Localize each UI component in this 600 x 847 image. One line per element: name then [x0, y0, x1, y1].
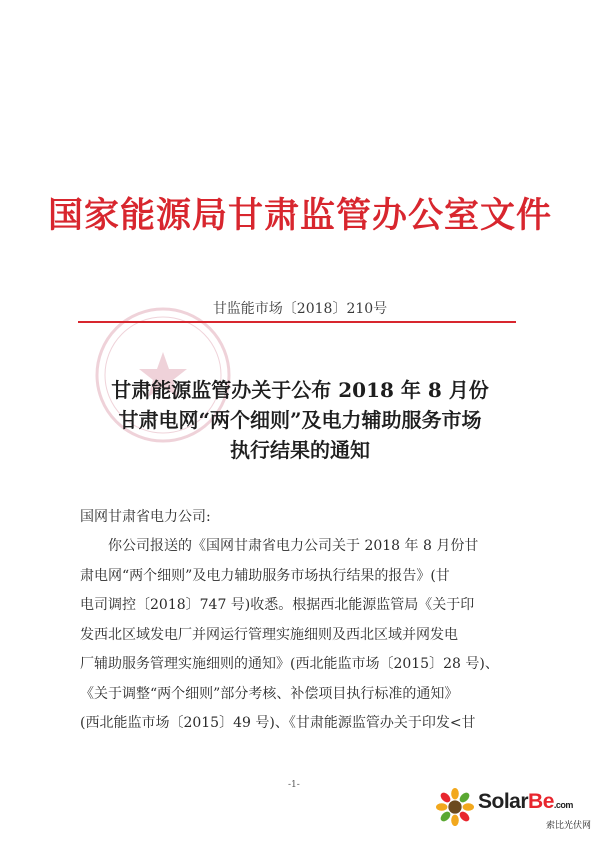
- body-line: 肃电网“两个细则”及电力辅助服务市场执行结果的报告》(甘: [80, 567, 450, 584]
- document-header-title: 国家能源局甘肃监管办公室文件: [47, 196, 552, 236]
- notice-title-line: 甘肃能源监管办关于公布 2018 年 8 月份: [111, 378, 489, 402]
- watermark-subtitle: 索比光伏网: [546, 821, 592, 831]
- header-divider: [78, 321, 516, 323]
- addressee: 国网甘肃省电力公司:: [80, 509, 211, 525]
- body-line: 电司调控〔2018〕747 号)收悉。根据西北能源监管局《关于印: [80, 597, 475, 613]
- notice-title-line: 甘肃电网“两个细则”及电力辅助服务市场: [118, 408, 482, 432]
- document-number: 甘监能市场〔2018〕210号: [212, 301, 388, 317]
- body-line: 厂辅助服务管理实施细则的通知》(西北能监市场〔2015〕28 号)、: [80, 656, 499, 672]
- watermark-brand-accent: Be: [528, 790, 554, 813]
- notice-title-line: 执行结果的通知: [230, 438, 370, 462]
- watermark-brand-suffix: .com: [553, 800, 573, 810]
- body-line: 《关于调整“两个细则”部分考核、补偿项目执行标准的通知》: [80, 685, 459, 702]
- notice-title: [0, 375, 600, 465]
- page-number: -1-: [288, 780, 300, 790]
- sunflower-logo-icon: [436, 788, 474, 826]
- notice-body: [80, 532, 520, 739]
- body-line: 你公司报送的《国网甘肃省电力公司关于 2018 年 8 月份甘: [108, 538, 479, 554]
- watermark-brand: [478, 790, 573, 814]
- body-line: 发西北区域发电厂并网运行管理实施细则及西北区域并网发电: [80, 626, 458, 643]
- body-line: (西北能监市场〔2015〕49 号)、《甘肃能源监管办关于印发<甘: [80, 715, 476, 731]
- watermark-brand-main: Solar: [478, 790, 529, 813]
- solarbe-watermark: [436, 786, 596, 836]
